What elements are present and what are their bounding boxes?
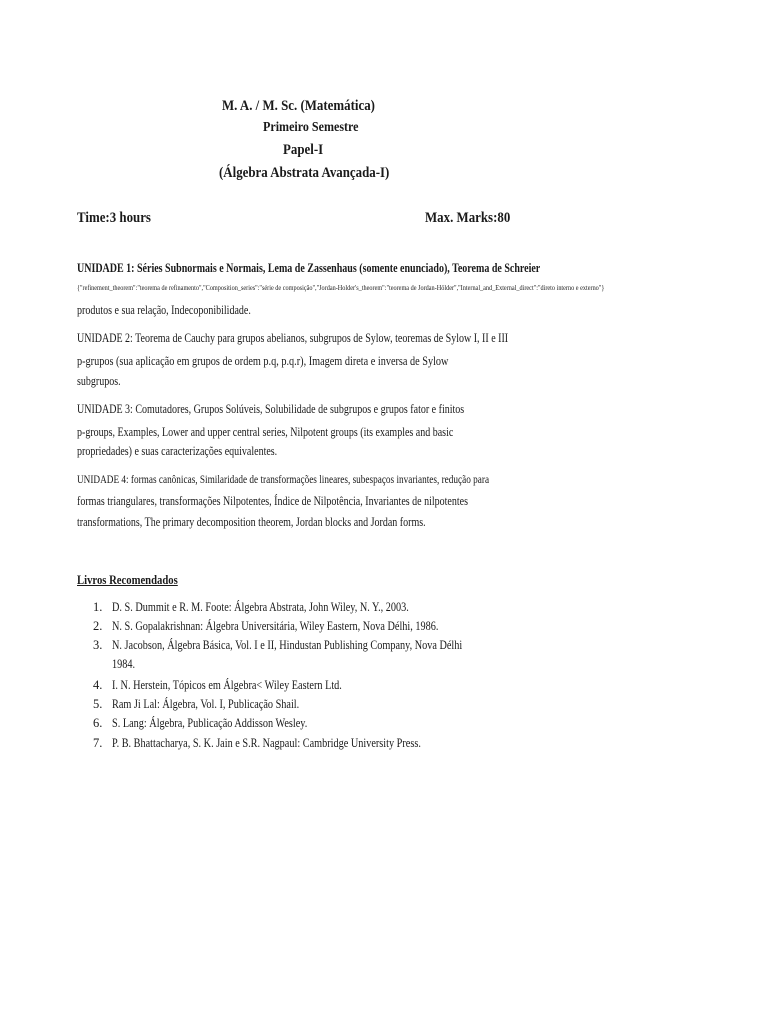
list-item-number: 6. [93,716,103,730]
unit-3-text-cont: propriedades) e suas caracterizações equivalentes. [77,444,278,458]
list-item-text: P. B. Bhattacharya, S. K. Jain e S.R. Nagpaul: Cambridge University Press. [112,736,421,750]
paper-label: Papel-I [283,142,324,158]
list-item-text: 1984. [112,657,136,671]
unit-2-text-cont: subgrupos. [77,374,121,388]
unit-4-text: formas triangulares, transformações Nilpotentes, Índice de Nilpotência, Invariantes de nilpotentes [77,494,468,508]
list-item-number: 1. [93,600,103,614]
unit-4-heading: UNIDADE 4: formas canônicas, Similaridade de transformações lineares, subespaços invariantes, redução para [77,472,490,486]
course-title: M. A. / M. Sc. (Matemática) [222,98,375,114]
list-item-text: I. N. Herstein, Tópicos em Álgebra< Wiley Eastern Ltd. [112,678,342,692]
list-item [0,716,768,734]
list-item-text: N. Jacobson, Álgebra Básica, Vol. I e II, Hindustan Publishing Company, Nova Délhi [112,638,463,652]
unit-2-text: p-grupos (sua aplicação em grupos de ordem p.q, p.q.r), Imagem direta e inversa de Sylow [77,354,449,368]
list-item-number: 5. [93,697,103,711]
list-item-text: N. S. Gopalakrishnan: Álgebra Universitária, Wiley Eastern, Nova Délhi, 1986. [112,619,439,633]
list-item [0,736,768,754]
unit-3-heading: UNIDADE 3: Comutadores, Grupos Solúveis, Solubilidade de subgrupos e grupos fator e finitos [77,402,465,416]
list-item-text: S. Lang: Álgebra, Publicação Addisson Wesley. [112,716,308,730]
list-item-number: 7. [93,736,103,750]
unit-1-glossary: {"refinement_theorem":"teorema de refinamento","Composition_series":"série de composição","Jordan-Holder's_theorem":"teorema de Jordan-Hölder","Internal_and_External_direct":"direto interno e externo"} [77,284,605,292]
exam-max-marks: Max. Marks:80 [425,210,511,226]
paper-subject: (Álgebra Abstrata Avançada-I) [219,165,390,181]
unit-3-text: p-groups, Examples, Lower and upper central series, Nilpotent groups (its examples and basic [77,425,454,439]
list-item [0,600,768,618]
list-item-continuation [0,657,768,675]
list-item [0,697,768,715]
list-item [0,619,768,637]
unit-4-text-cont: transformations, The primary decomposition theorem, Jordan blocks and Jordan forms. [77,515,426,529]
list-item-number: 4. [93,678,103,692]
unit-2-heading: UNIDADE 2: Teorema de Cauchy para grupos abelianos, subgrupos de Sylow, teoremas de Sylow I, II e III [77,331,509,345]
list-item-number: 2. [93,619,103,633]
unit-1-text: produtos e sua relação, Indecoponibilidade. [77,303,251,317]
list-item [0,638,768,656]
semester-label: Primeiro Semestre [263,120,359,135]
list-item [0,678,768,696]
unit-1-heading: UNIDADE 1: Séries Subnormais e Normais, Lema de Zassenhaus (somente enunciado), Teorema de Schreier [77,261,541,275]
list-item-text: Ram Ji Lal: Álgebra, Vol. I, Publicação Shail. [112,697,300,711]
list-item-text: D. S. Dummit e R. M. Foote: Álgebra Abstrata, John Wiley, N. Y., 2003. [112,600,409,614]
books-heading: Livros Recomendados [77,572,178,587]
list-item-number: 3. [93,638,103,652]
exam-time: Time:3 hours [77,210,151,226]
